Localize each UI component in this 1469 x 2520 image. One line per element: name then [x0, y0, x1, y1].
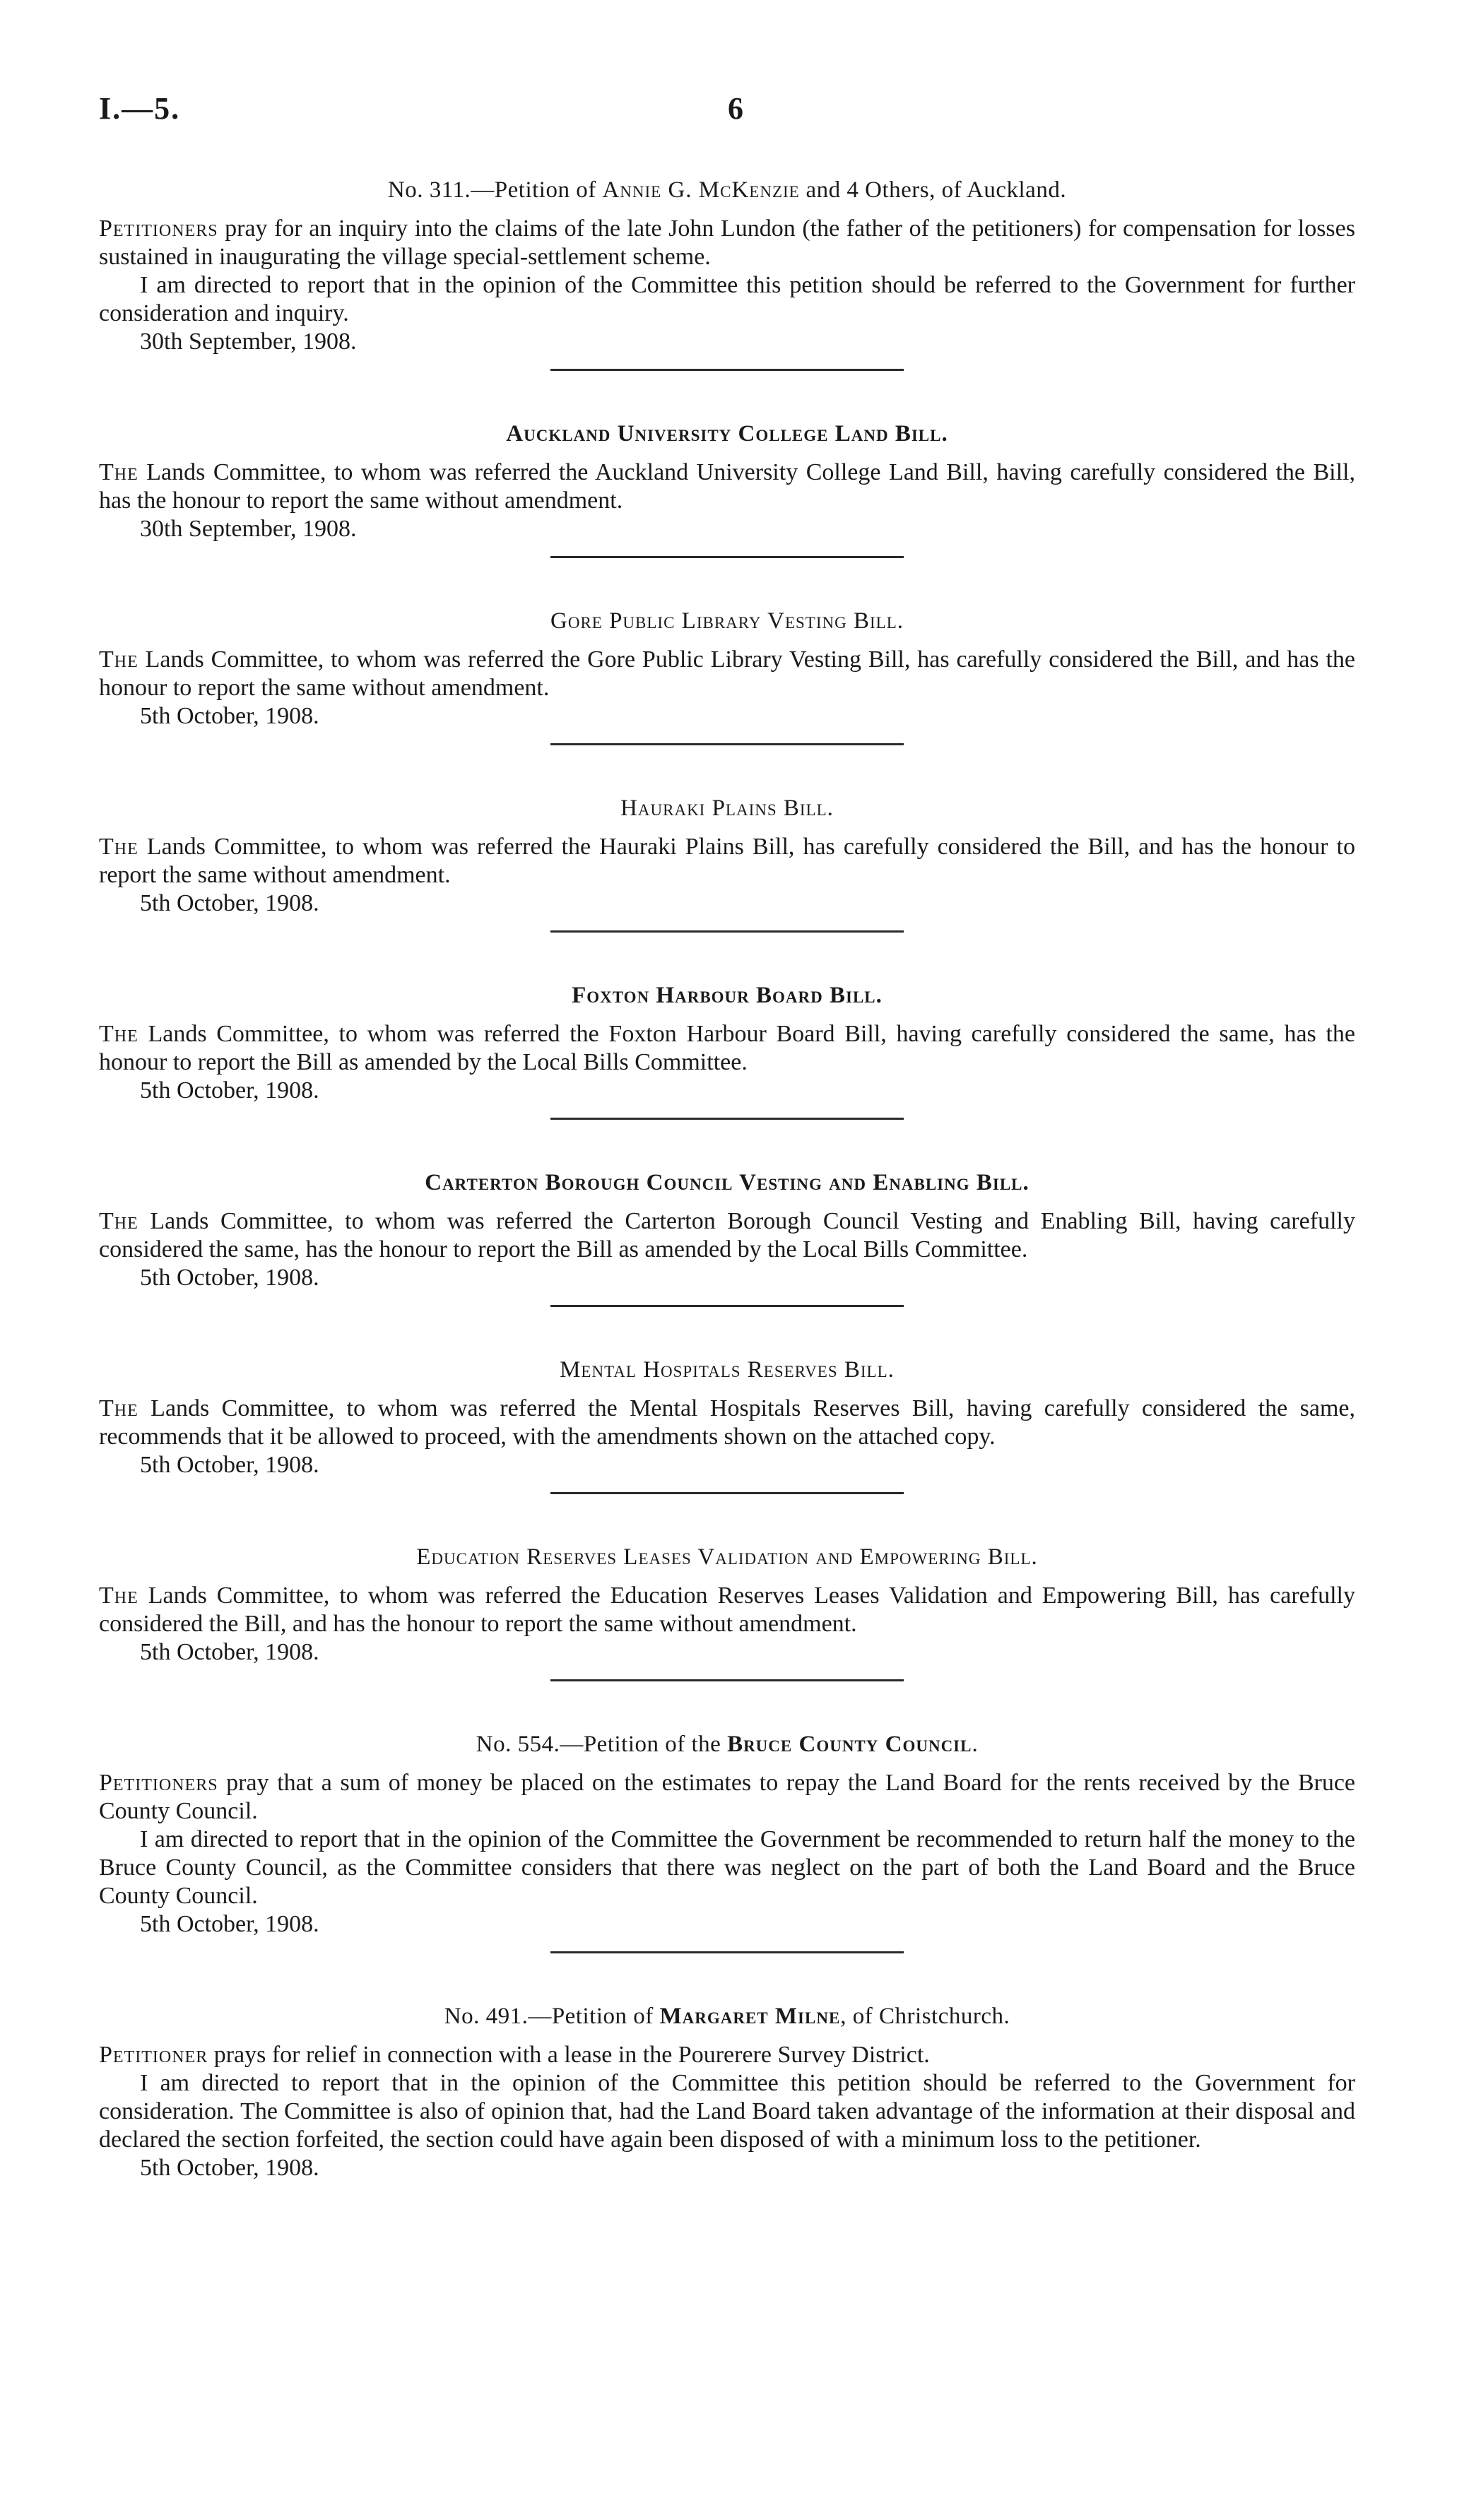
report-paragraph: [99, 459, 1355, 515]
lead-word: Petitioners: [99, 1770, 218, 1796]
heading-name: Education Reserves Leases Validation and Empowering Bill.: [416, 1544, 1038, 1570]
report-paragraph: I am directed to report that in the opinion of the Committee this petition should be referred to the Government for consideration. The Committee is also of opinion that, had the Land Board taken advantage of the information at their disposal and declared the section forfeited, the section could have again been disposed of with a minimum loss to the petitioner.: [99, 2070, 1355, 2153]
foxton-harbour-bill-section: [99, 981, 1355, 1120]
section-heading: [99, 981, 1355, 1010]
report-paragraph: [99, 833, 1355, 889]
report-paragraph: [99, 1207, 1355, 1264]
auckland-university-bill-section: [99, 419, 1355, 558]
page-content: [99, 175, 1355, 2182]
section-divider: [550, 1118, 904, 1120]
section-heading: [99, 2001, 1355, 2031]
section-heading: [99, 419, 1355, 449]
report-paragraph: [99, 1582, 1355, 1638]
heading-name: Bruce County Council: [727, 1732, 972, 1757]
lead-word: The: [99, 646, 138, 673]
report-date: 5th October, 1908.: [140, 1911, 319, 1937]
lead-word: The: [99, 1208, 138, 1234]
paragraph-text: Lands Committee, to whom was referred the Carterton Borough Council Vesting and Enabling Bill, having carefully considered the same, has the honour to report the Bill as amended by the Local Bills Committee.: [99, 1208, 1355, 1262]
lead-word: The: [99, 1395, 138, 1421]
report-paragraph: [99, 646, 1355, 702]
paragraph-text: Lands Committee, to whom was referred the Hauraki Plains Bill, has carefully considered the Bill, and has the honour to report the same without amendment.: [99, 834, 1355, 888]
hauraki-plains-bill-section: [99, 793, 1355, 933]
lead-word: The: [99, 1021, 138, 1047]
heading-name: Mental Hospitals Reserves Bill.: [560, 1357, 895, 1383]
education-reserves-bill-section: [99, 1542, 1355, 1681]
report-paragraph: [99, 2041, 1355, 2069]
paragraph-text: pray that a sum of money be placed on the estimates to repay the Land Board for the rents received by the Bruce County Council.: [99, 1770, 1355, 1824]
report-date: 5th October, 1908.: [140, 703, 319, 729]
paragraph-text: prays for relief in connection with a lease in the Pourerere Survey District.: [208, 2042, 930, 2068]
lead-word: Petitioner: [99, 2042, 208, 2068]
report-paragraph: [99, 215, 1355, 271]
report-date: 5th October, 1908.: [140, 1452, 319, 1478]
lead-word: The: [99, 459, 138, 485]
heading-name: Hauraki Plains Bill.: [620, 795, 834, 821]
section-divider: [550, 1492, 904, 1494]
section-divider: [550, 1679, 904, 1681]
report-date: 5th October, 1908.: [140, 890, 319, 916]
section-heading: [99, 1729, 1355, 1759]
section-heading: [99, 793, 1355, 823]
petition-311-section: [99, 175, 1355, 371]
section-heading: [99, 1542, 1355, 1572]
section-divider: [550, 1305, 904, 1307]
report-paragraph: [99, 1020, 1355, 1077]
report-date: 5th October, 1908.: [140, 1265, 319, 1291]
heading-name: Gore Public Library Vesting Bill.: [550, 608, 904, 634]
heading-name: Foxton Harbour Board Bill.: [572, 983, 883, 1008]
paragraph-text: Lands Committee, to whom was referred the Education Reserves Leases Validation and Empowering Bill, has carefully considered the Bill, and has the honour to report the same without amendment.: [99, 1583, 1355, 1637]
heading-suffix: and 4 Others, of Auckland.: [799, 177, 1067, 203]
heading-name: Carterton Borough Council Vesting and Enabling Bill.: [425, 1170, 1030, 1195]
heading-name: Annie G. McKenzie: [602, 177, 800, 203]
gore-library-bill-section: [99, 606, 1355, 745]
petition-554-section: [99, 1729, 1355, 1953]
section-divider: [550, 930, 904, 933]
paragraph-text: pray for an inquiry into the claims of the late John Lundon (the father of the petitioners) for compensation for losses sustained in inaugurating the village special-settlement scheme.: [99, 215, 1355, 270]
section-divider: [550, 369, 904, 371]
lead-word: The: [99, 1583, 138, 1609]
section-divider: [550, 1951, 904, 1953]
section-heading: [99, 1168, 1355, 1197]
carterton-borough-bill-section: [99, 1168, 1355, 1307]
report-paragraph: [99, 1395, 1355, 1451]
heading-prefix: No. 311.—Petition of: [387, 177, 603, 203]
section-divider: [550, 556, 904, 558]
section-divider: [550, 743, 904, 745]
document-id: I.—5.: [99, 91, 181, 126]
report-paragraph: [99, 1769, 1355, 1826]
paragraph-text: Lands Committee, to whom was referred the Auckland University College Land Bill, having carefully considered the Bill, has the honour to report the same without amendment.: [99, 459, 1355, 514]
page-number: 6: [728, 91, 743, 126]
report-date: 30th September, 1908.: [140, 329, 357, 355]
report-date: 5th October, 1908.: [140, 1639, 319, 1665]
paragraph-text: Lands Committee, to whom was referred the Gore Public Library Vesting Bill, has carefully considered the Bill, and has the honour to report the same without amendment.: [99, 646, 1355, 701]
section-heading: [99, 175, 1355, 205]
lead-word: Petitioners: [99, 215, 218, 242]
report-date: 30th September, 1908.: [140, 516, 357, 542]
mental-hospitals-bill-section: [99, 1355, 1355, 1494]
report-paragraph: I am directed to report that in the opinion of the Committee this petition should be referred to the Government for further consideration and inquiry.: [99, 272, 1355, 326]
heading-suffix: .: [972, 1732, 979, 1757]
heading-prefix: No. 554.—Petition of the: [476, 1732, 728, 1757]
paragraph-text: Lands Committee, to whom was referred the Mental Hospitals Reserves Bill, having carefully considered the same, recommends that it be allowed to proceed, with the amendments shown on the attached copy.: [99, 1395, 1355, 1450]
lead-word: The: [99, 834, 138, 860]
section-heading: [99, 1355, 1355, 1385]
report-date: 5th October, 1908.: [140, 1077, 319, 1104]
report-date: 5th October, 1908.: [140, 2155, 319, 2181]
heading-prefix: No. 491.—Petition of: [444, 2004, 660, 2029]
section-heading: [99, 606, 1355, 636]
heading-name: Auckland University College Land Bill.: [506, 421, 948, 446]
paragraph-text: Lands Committee, to whom was referred the Foxton Harbour Board Bill, having carefully considered the same, has the honour to report the Bill as amended by the Local Bills Committee.: [99, 1021, 1355, 1075]
heading-name: Margaret Milne: [659, 2004, 841, 2029]
heading-suffix: , of Christchurch.: [840, 2004, 1010, 2029]
petition-491-section: [99, 2001, 1355, 2182]
running-header: [99, 90, 1371, 133]
report-paragraph: I am directed to report that in the opinion of the Committee the Government be recommended to return half the money to the Bruce County Council, as the Committee considers that there was neglect on the part of both the Land Board and the Bruce County Council.: [99, 1826, 1355, 1909]
